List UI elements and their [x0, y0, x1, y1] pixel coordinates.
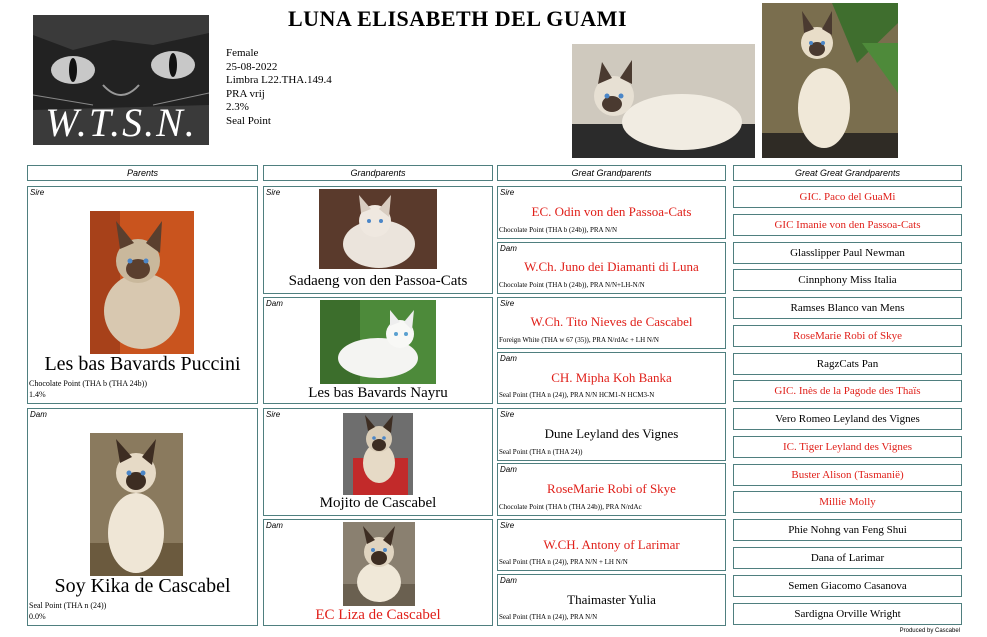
- great-grandparent-card: [497, 519, 726, 571]
- column-header-parents: Parents: [27, 165, 258, 181]
- cat-details: Chocolate Point (THA b (24b)), PRA N/N+LH-N/N: [499, 281, 645, 289]
- cat-details: Chocolate Point (THA b (THA 24b)), PRA N/rdAc: [499, 503, 642, 511]
- role-label: Sire: [266, 410, 281, 419]
- cat-name: Dune Leyland des Vignes: [544, 426, 679, 441]
- grandparent-card: [263, 408, 493, 516]
- main-photo-lying-cat: [572, 44, 755, 158]
- role-label: Dam: [500, 354, 517, 363]
- great-great-grandparent-cell: Dana of Larimar: [733, 547, 962, 569]
- cat-details: Seal Point (THA n (THA 24)): [499, 448, 583, 456]
- column-header-grandparents: Grandparents: [263, 165, 493, 181]
- cat-photo: [343, 522, 415, 606]
- great-great-grandparent-cell: RoseMarie Robi of Skye: [733, 325, 962, 347]
- great-grandparent-card: [497, 297, 726, 349]
- cat-name: RoseMarie Robi of Skye: [547, 481, 676, 496]
- role-label: Sire: [266, 188, 281, 197]
- role-label: Dam: [266, 299, 283, 308]
- great-great-grandparent-cell: Ramses Blanco van Mens: [733, 297, 962, 319]
- cat-name: W.Ch. Tito Nieves de Cascabel: [530, 314, 693, 329]
- column-header-great-grandparents: Great Grandparents: [497, 165, 726, 181]
- color: Seal Point: [226, 114, 271, 127]
- great-great-grandparent-cell: Vero Romeo Leyland des Vignes: [733, 408, 962, 430]
- role-label: Sire: [500, 188, 515, 197]
- cat-details: Chocolate Point (THA b (24b)), PRA N/N: [499, 226, 618, 234]
- cat-photo: [319, 189, 437, 269]
- great-grandparent-card: [497, 352, 726, 404]
- role-label: Sire: [500, 521, 515, 530]
- great-grandparent-card: [497, 574, 726, 626]
- logo-text: W.T.S.N.: [45, 100, 197, 145]
- pra-status: PRA vrij: [226, 87, 265, 100]
- great-great-grandparent-cell: Sardigna Orville Wright: [733, 603, 962, 625]
- role-label: Dam: [266, 521, 283, 530]
- great-great-grandparent-cell: GIC Imanie von den Passoa-Cats: [733, 214, 962, 236]
- great-great-grandparent-cell: Semen Giacomo Casanova: [733, 575, 962, 597]
- role-label: Dam: [500, 465, 517, 474]
- cat-coi: 1.4%: [29, 390, 46, 399]
- cat-name: Soy Kika de Cascabel: [54, 575, 231, 597]
- cat-photo: [90, 211, 194, 354]
- cat-details: Seal Point (THA n (24)), PRA N/N + LH N/N: [499, 558, 628, 566]
- cat-details: Seal Point (THA n (24)), PRA N/N HCM1-N HCM3-N: [499, 391, 655, 399]
- cat-photo: [90, 433, 183, 576]
- great-great-grandparent-cell: IC. Tiger Leyland des Vignes: [733, 436, 962, 458]
- cat-photo: [320, 300, 436, 384]
- page-title: LUNA ELISABETH DEL GUAMI: [287, 6, 628, 31]
- cat-name: EC. Odin von den Passoa-Cats: [531, 204, 692, 219]
- role-label: Sire: [30, 188, 45, 197]
- role-label: Sire: [500, 410, 515, 419]
- cat-name: Thaimaster Yulia: [567, 592, 656, 607]
- role-label: Dam: [500, 244, 517, 253]
- cat-details: Seal Point (THA n (24)): [29, 601, 107, 610]
- grandparent-card: [263, 519, 493, 626]
- cat-details: Chocolate Point (THA b (THA 24b)): [29, 379, 147, 388]
- cat-name: Les bas Bavards Puccini: [44, 353, 241, 375]
- cat-details: Foreign White (THA w 67 (35)), PRA N/rdAc + LH N/N: [499, 336, 659, 344]
- cat-name: W.CH. Antony of Larimar: [543, 537, 680, 552]
- coi: 2.3%: [226, 101, 249, 114]
- grandparent-card: [263, 186, 493, 294]
- parent-sire-card: [27, 186, 258, 404]
- grandparent-card: [263, 297, 493, 404]
- main-photo-sitting-cat: [762, 3, 898, 158]
- cat-name: Sadaeng von den Passoa-Cats: [288, 273, 468, 289]
- cat-name: CH. Mipha Koh Banka: [551, 370, 672, 385]
- great-grandparent-card: [497, 408, 726, 461]
- parent-dam-card: [27, 408, 258, 626]
- cat-details: Seal Point (THA n (24)), PRA N/N: [499, 613, 598, 621]
- great-great-grandparent-cell: GIC. Paco del GuaMi: [733, 186, 962, 208]
- cat-coi: 0.0%: [29, 612, 46, 621]
- great-great-grandparent-cell: Cinnphony Miss Italia: [733, 269, 962, 291]
- cat-name: W.Ch. Juno dei Diamanti di Luna: [524, 259, 699, 274]
- great-grandparent-card: [497, 463, 726, 516]
- cat-photo: [343, 413, 413, 495]
- column-header-great-great-grandparents: Great Great Grandparents: [733, 165, 962, 181]
- great-grandparent-card: [497, 242, 726, 294]
- great-great-grandparent-cell: Millie Molly: [733, 491, 962, 513]
- role-label: Sire: [500, 299, 515, 308]
- cat-info: [226, 47, 332, 129]
- great-great-grandparent-cell: RagzCats Pan: [733, 353, 962, 375]
- footer-credit: Produced by Cascabel: [899, 628, 960, 634]
- cat-name: Mojito de Cascabel: [319, 495, 437, 511]
- birth-date: 25-08-2022: [226, 60, 278, 73]
- role-label: Dam: [30, 410, 47, 419]
- logo: [33, 15, 209, 145]
- great-great-grandparent-cell: Buster Alison (Tasmanië): [733, 464, 962, 486]
- great-great-grandparent-cell: GIC. Inès de la Pagode des Thaïs: [733, 380, 962, 402]
- registration: Limbra L22.THA.149.4: [226, 74, 332, 87]
- cat-name: Les bas Bavards Nayru: [308, 385, 448, 401]
- great-great-grandparent-cell: Phie Nohng van Feng Shui: [733, 519, 962, 541]
- cat-name: EC Liza de Cascabel: [315, 607, 441, 623]
- great-great-grandparent-cell: Glasslipper Paul Newman: [733, 242, 962, 264]
- role-label: Dam: [500, 576, 517, 585]
- great-grandparent-card: [497, 186, 726, 239]
- sex: Female: [226, 47, 259, 59]
